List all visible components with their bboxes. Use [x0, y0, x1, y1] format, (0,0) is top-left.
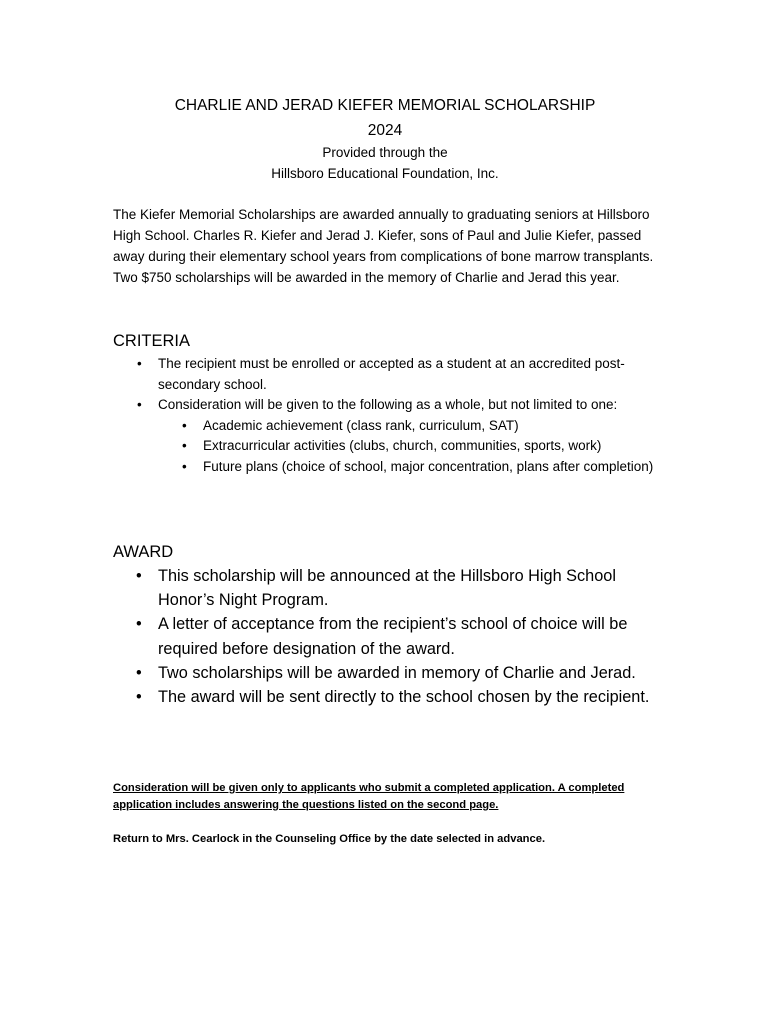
list-item — [113, 354, 658, 395]
provided-through-line: Provided through the — [322, 145, 448, 160]
award-item-text: This scholarship will be announced at the Hillsboro High School Honor’s Night Program. — [158, 567, 616, 610]
bullet-icon: • — [137, 397, 142, 412]
criteria-item-text: The recipient must be enrolled or accepted as a student at an accredited post-secondary school. — [158, 356, 625, 392]
document-year: 2024 — [367, 122, 403, 139]
award-heading: AWARD — [113, 543, 174, 561]
criteria-heading: CRITERIA — [113, 332, 191, 350]
bullet-icon: • — [136, 567, 142, 585]
criteria-sub-item-text: Future plans (choice of school, major concentration, plans after completion) — [203, 458, 654, 474]
criteria-list — [113, 354, 658, 477]
list-item — [113, 395, 658, 477]
document-title: CHARLIE AND JERAD KIEFER MEMORIAL SCHOLARSHIP — [174, 97, 596, 114]
award-item-text: Two scholarships will be awarded in memory of Charlie and Jerad. — [158, 663, 636, 682]
foundation-line: Hillsboro Educational Foundation, Inc. — [271, 166, 499, 181]
intro-paragraph: The Kiefer Memorial Scholarships are awarded annually to graduating seniors at Hillsboro High School. Charles R. Kiefer and Jerad J. Kiefer, sons of Paul and Julie Kiefer, passed away during their elementary school years from complications of bone marrow transplants. Two $750 scholarships will be awarded in the memory of Charlie and Jerad this year. — [113, 207, 654, 285]
bullet-icon: • — [137, 356, 142, 371]
criteria-sub-item-text: Extracurricular activities (clubs, church, communities, sports, work) — [203, 438, 602, 453]
bullet-icon: • — [136, 688, 142, 707]
criteria-sub-list — [158, 416, 658, 478]
bullet-icon: • — [136, 663, 142, 682]
bullet-icon: • — [182, 417, 187, 433]
consideration-note: Consideration will be given only to applicants who submit a completed application. A completed application includes answering the questions listed on the second page. — [113, 782, 625, 811]
list-item — [113, 661, 658, 685]
return-instructions: Return to Mrs. Cearlock in the Counseling Office by the date selected in advance. — [113, 833, 546, 845]
list-item — [158, 436, 658, 457]
list-item — [158, 457, 658, 478]
criteria-item-text: Consideration will be given to the following as a whole, but not limited to one: — [158, 397, 618, 412]
award-list — [113, 564, 658, 709]
bullet-icon: • — [182, 438, 187, 453]
award-item-text: The award will be sent directly to the school chosen by the recipient. — [158, 688, 650, 707]
criteria-sub-item-text: Academic achievement (class rank, curriculum, SAT) — [203, 417, 519, 433]
list-item — [113, 564, 658, 612]
bullet-icon: • — [136, 615, 142, 634]
list-item — [113, 612, 658, 660]
list-item — [158, 416, 658, 437]
award-item-text: A letter of acceptance from the recipient’s school of choice will be required before designation of the award. — [158, 615, 628, 658]
list-item — [113, 685, 658, 709]
bullet-icon: • — [182, 458, 187, 474]
